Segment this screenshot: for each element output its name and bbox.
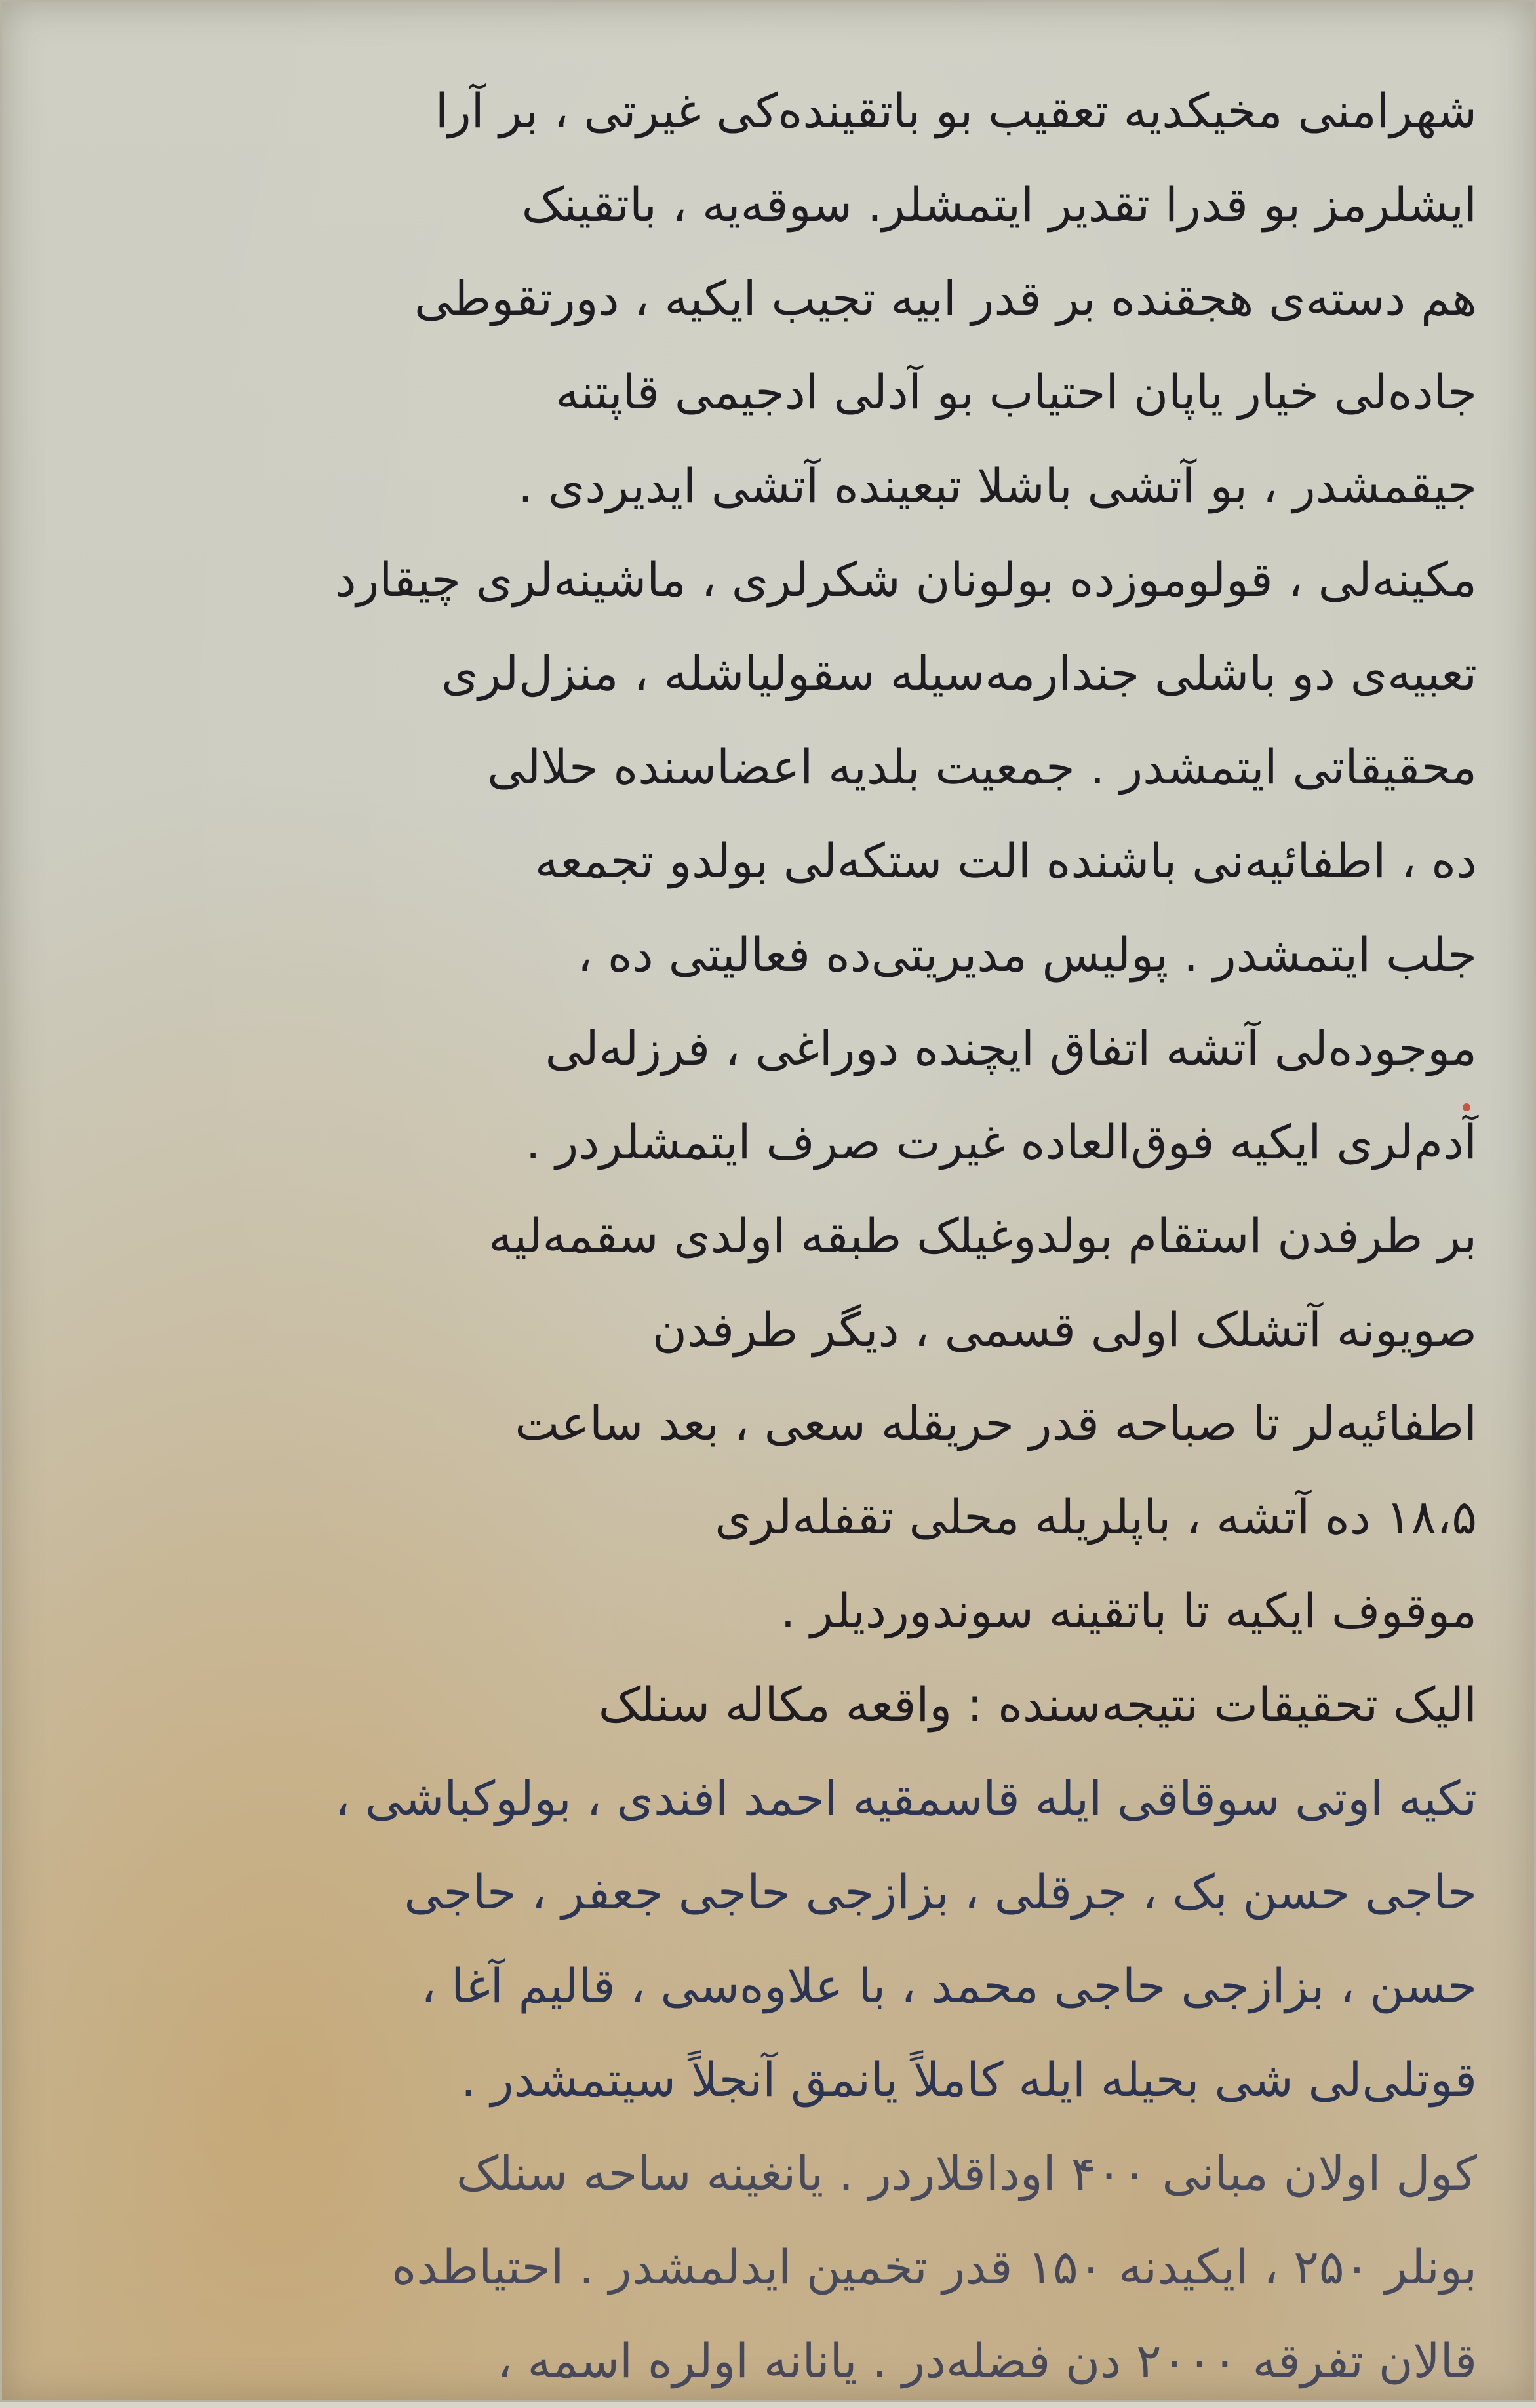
manuscript-line-11: موجوده‌لی آتشه اتفاق ایچنده دوراغی‌ ، فرزله‌لی (545, 1021, 1477, 1076)
manuscript-line-24: بونلر ۲۵۰ ، ایکیدنه ۱۵۰ قدر تخمین ایدلمشدر . احتیاطده (391, 2240, 1477, 2295)
manuscript-line-13: بر طرفدن استقام بولدوغیلک طبقه اولدی سقمه‌لیه (488, 1208, 1477, 1263)
manuscript-line-3: هم دسته‌ی هجقنده بر قدر ابیه تجیب ایکیه ، دورتقوطی (414, 271, 1477, 326)
manuscript-line-22: قوتلی‌لی شی بحیله ایله کاملاً یانمق آنجلاً سیتمشدر . (460, 2052, 1477, 2107)
manuscript-line-14: صویونه آتشلک اولی قسمی ، دیگر طرفدن (652, 1302, 1477, 1357)
manuscript-line-23: کول اولان مبانی ۴۰۰ اوداقلاردر . یانغینه ساحه سنلک (456, 2146, 1477, 2201)
manuscript-line-10: جلب ایتمشدر . پولیس مدیریتی‌ده فعالیتی ده ، (577, 927, 1477, 982)
manuscript-line-2: ایشلرمز بو قدرا تقدیر ایتمشلر. سوقه‌یه ، باتقینک (521, 177, 1477, 232)
manuscript-line-25: قالان تفرقه ۲۰۰۰ دن فضله‌در . یانانه اولره اسمه ، (497, 2333, 1477, 2388)
manuscript-line-16: ۱۸،۵ ده آتشه ، باپلریله محلی تقفله‌لری (715, 1490, 1477, 1545)
manuscript-text (68, 64, 1477, 2408)
manuscript-line-18: الیک تحقیقات نتیجه‌سنده : واقعه مکاله سنلک (598, 1677, 1477, 1732)
manuscript-line-12: آدم‌لری ایکیه فوق‌العاده غیرت صرف ایتمشلردر . (525, 1115, 1477, 1170)
manuscript-line-17: موقوف ایکیه تا باتقینه سوندوردیلر . (780, 1583, 1477, 1638)
manuscript-line-20: حاجی حسن بک ، جرقلی ، بزازجی حاجی جعفر ، حاجی (404, 1865, 1477, 1920)
manuscript-line-5: جیقمشدر ، بو آتشی باشلا تبعینده آتشی ایدیردی . (518, 458, 1477, 513)
manuscript-line-21: حسن ، بزازجی حاجی محمد ، با علاوه‌سی ، قالیم آغا ، (421, 1958, 1477, 2013)
manuscript-line-9: ده ، اطفائیه‌نی باشنده الت ستکه‌لی بولدو تجمعه (534, 833, 1477, 888)
manuscript-line-4: جاده‌لی خیار یاپان احتیاب بو آدلی ادجیمی قاپتنه (555, 365, 1477, 420)
manuscript-line-1: شهرامنی مخیکدیه تعقیب بو باتقینده‌کی غیرتی ، بر آرا (435, 83, 1477, 138)
manuscript-line-19: تکیه اوتی سوقاقی ایله قاسمقیه احمد افندی ، بولوکباشی ، (334, 1771, 1477, 1826)
manuscript-line-6: مکینه‌لی ، قولوموزده بولونان شکر‌لری ، ماشینه‌لری چیقارد (335, 552, 1477, 607)
manuscript-line-7: تعبیه‌ی دو باشلی جندارمه‌سیله سقولیاشله ، منزل‌لری (441, 646, 1477, 701)
manuscript-line-8: محقیقاتی ایتمشدر . جمعیت بلدیه اعضاسنده حلالی (487, 740, 1477, 795)
manuscript-line-15: اطفائیه‌لر تا صباحه قدر حریقله سعی ، بعد ساعت (515, 1396, 1477, 1451)
